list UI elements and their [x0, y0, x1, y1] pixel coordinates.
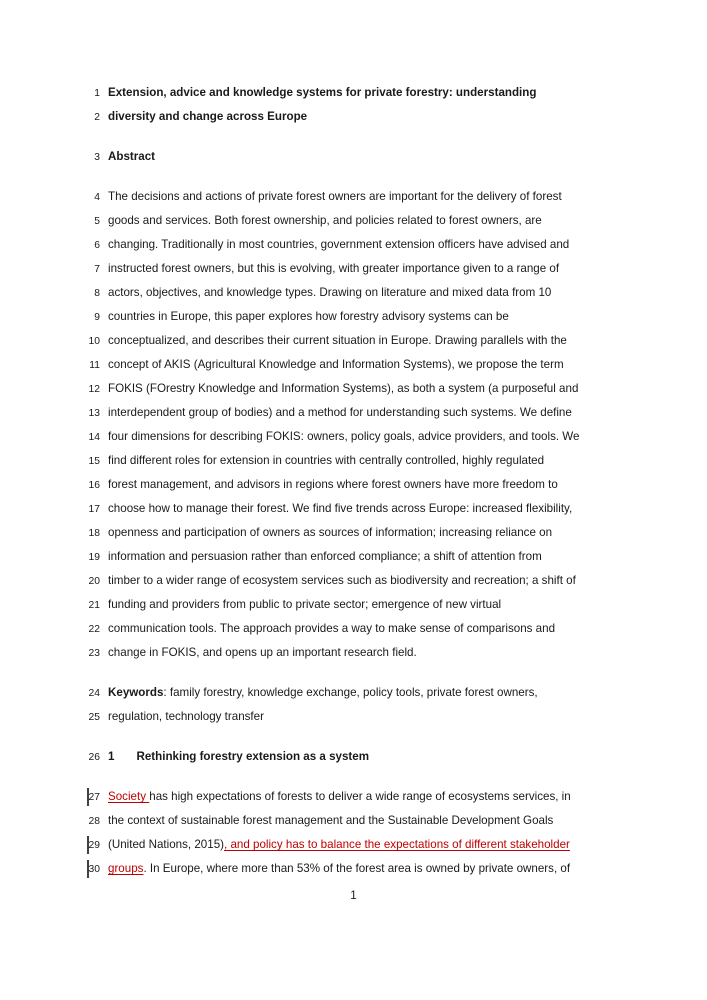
- line-text: [108, 809, 553, 833]
- text-segment: information and persuasion rather than enforced compliance; a shift of attention from: [108, 550, 542, 563]
- text-segment: actors, objectives, and knowledge types. Drawing on literature and mixed data from 10: [108, 286, 552, 299]
- line-row: [0, 521, 707, 545]
- line-text: [108, 785, 571, 809]
- line-text: [108, 449, 544, 473]
- line-row: [0, 681, 707, 705]
- line-row: [0, 353, 707, 377]
- text-segment: concept of AKIS (Agricultural Knowledge and Information Systems), we propose the term: [108, 358, 564, 371]
- line-number: 26: [88, 752, 100, 763]
- line-text: [108, 305, 509, 329]
- line-text: [108, 497, 572, 521]
- line-row: [0, 593, 707, 617]
- line-number: 2: [94, 112, 100, 123]
- line-number: 24: [88, 688, 100, 699]
- line-number: 14: [88, 432, 100, 443]
- line-row: [0, 857, 707, 881]
- text-segment: diversity and change across Europe: [108, 110, 308, 123]
- line-text: [108, 569, 576, 593]
- change-bar: [87, 788, 89, 806]
- line-row: [0, 705, 707, 729]
- text-segment: (United Nations, 2015): [108, 838, 224, 851]
- text-segment: 1: [108, 750, 115, 763]
- line-number: 3: [94, 152, 100, 163]
- line-number: 10: [88, 336, 100, 347]
- line-text: [108, 425, 579, 449]
- text-segment: goods and services. Both forest ownership, and policies related to forest owners, are: [108, 214, 542, 227]
- page-number: 1: [350, 889, 357, 902]
- line-number: 27: [88, 792, 100, 803]
- line-number: 29: [88, 840, 100, 851]
- line-row: [0, 329, 707, 353]
- line-number: 30: [88, 864, 100, 875]
- line-row: [0, 281, 707, 305]
- line-number: 6: [94, 240, 100, 251]
- line-text: [108, 185, 562, 209]
- line-text: [108, 681, 538, 705]
- line-number: 4: [94, 192, 100, 203]
- text-segment: change in FOKIS, and opens up an important research field.: [108, 646, 417, 659]
- line-number: 22: [88, 624, 100, 635]
- line-number: 9: [94, 312, 100, 323]
- line-row: [0, 105, 707, 129]
- text-segment: . In Europe, where more than 53% of the forest area is owned by private owners, of: [143, 862, 571, 875]
- line-text: [108, 81, 536, 105]
- line-number: 20: [88, 576, 100, 587]
- line-number: 11: [89, 360, 100, 371]
- text-segment: The decisions and actions of private forest owners are important for the delivery of forest: [108, 190, 562, 203]
- line-row: [0, 473, 707, 497]
- text-segment: countries in Europe, this paper explores how forestry advisory systems can be: [108, 310, 509, 323]
- text-segment: the context of sustainable forest management and the Sustainable Development Goals: [108, 814, 554, 827]
- text-segment: funding and providers from public to private sector; emergence of new virtual: [108, 598, 502, 611]
- line-row: [0, 833, 707, 857]
- line-number: 18: [88, 528, 100, 539]
- text-segment: Extension, advice and knowledge systems for private forestry: understanding: [108, 86, 537, 99]
- text-segment: has high expectations of forests to deliver a wide range of ecosystems services, in: [149, 790, 571, 803]
- text-segment: find different roles for extension in countries with centrally controlled, highly regulated: [108, 454, 545, 467]
- tracked-insert: Society: [108, 790, 150, 803]
- line-text: [108, 521, 552, 545]
- document-body: [0, 81, 707, 881]
- line-number: 15: [88, 456, 100, 467]
- line-number: 7: [94, 264, 100, 275]
- line-text: [108, 617, 555, 641]
- line-text: [108, 257, 559, 281]
- line-row: [0, 449, 707, 473]
- line-text: [108, 593, 501, 617]
- line-number: 8: [94, 288, 100, 299]
- line-text: [108, 705, 264, 729]
- line-number: 28: [88, 816, 100, 827]
- line-row: [0, 209, 707, 233]
- line-row: [0, 569, 707, 593]
- line-number: 12: [88, 384, 100, 395]
- line-text: [108, 377, 578, 401]
- text-segment: Keywords: [108, 686, 164, 699]
- line-number: 16: [88, 480, 100, 491]
- line-row: [0, 233, 707, 257]
- line-text: [108, 857, 570, 881]
- line-row: [0, 145, 707, 169]
- line-number: 21: [88, 600, 100, 611]
- line-row: [0, 617, 707, 641]
- line-text: [108, 209, 542, 233]
- line-text: [108, 833, 570, 857]
- change-bar: [87, 836, 89, 854]
- line-text: [108, 281, 551, 305]
- text-segment: forest management, and advisors in regions where forest owners have more freedom to: [108, 478, 558, 491]
- line-number: 17: [88, 504, 100, 515]
- line-row: [0, 185, 707, 209]
- line-row: [0, 641, 707, 665]
- text-segment: Abstract: [108, 150, 156, 163]
- line-text: [108, 545, 542, 569]
- text-segment: regulation, technology transfer: [108, 710, 264, 723]
- line-row: [0, 377, 707, 401]
- line-row: [0, 745, 707, 769]
- line-row: [0, 809, 707, 833]
- text-segment: four dimensions for describing FOKIS: owners, policy goals, advice providers, and tools. We: [108, 430, 580, 443]
- line-row: [0, 257, 707, 281]
- line-row: [0, 785, 707, 809]
- text-segment: communication tools. The approach provides a way to make sense of comparisons and: [108, 622, 556, 635]
- line-row: [0, 545, 707, 569]
- text-segment: changing. Traditionally in most countries, government extension officers have advised and: [108, 238, 570, 251]
- line-text: [108, 641, 417, 665]
- line-row: [0, 305, 707, 329]
- line-row: [0, 81, 707, 105]
- tracked-insert: groups: [108, 862, 144, 875]
- text-segment: choose how to manage their forest. We find five trends across Europe: increased flexibility,: [108, 502, 573, 515]
- line-number: 19: [88, 552, 100, 563]
- text-segment: instructed forest owners, but this is evolving, with greater importance given to a range of: [108, 262, 560, 275]
- text-segment: FOKIS (FOrestry Knowledge and Information Systems), as both a system (a purposeful and: [108, 382, 579, 395]
- text-segment: : family forestry, knowledge exchange, policy tools, private forest owners,: [163, 686, 538, 699]
- line-text: [108, 353, 564, 377]
- line-number: 23: [88, 648, 100, 659]
- text-segment: conceptualized, and describes their current situation in Europe. Drawing parallels with the: [108, 334, 567, 347]
- text-segment: timber to a wider range of ecosystem services such as biodiversity and recreation; a shift of: [108, 574, 576, 587]
- tracked-insert: , and policy has to balance the expectations of different stakeholder: [224, 838, 570, 851]
- text-segment: openness and participation of owners as sources of information; increasing reliance on: [108, 526, 553, 539]
- line-number: 1: [94, 88, 100, 99]
- line-row: [0, 497, 707, 521]
- change-bar: [87, 860, 89, 878]
- line-row: [0, 425, 707, 449]
- line-text: [108, 233, 569, 257]
- line-number: 25: [88, 712, 100, 723]
- line-number: 13: [88, 408, 100, 419]
- line-text: [108, 745, 369, 769]
- text-segment: interdependent group of bodies) and a method for understanding such systems. We define: [108, 406, 572, 419]
- text-segment: Rethinking forestry extension as a system: [136, 750, 370, 763]
- line-number: 5: [94, 216, 100, 227]
- line-text: [108, 473, 558, 497]
- line-text: [108, 145, 155, 169]
- line-row: [0, 401, 707, 425]
- line-text: [108, 329, 567, 353]
- line-text: [108, 401, 572, 425]
- line-text: [108, 105, 307, 129]
